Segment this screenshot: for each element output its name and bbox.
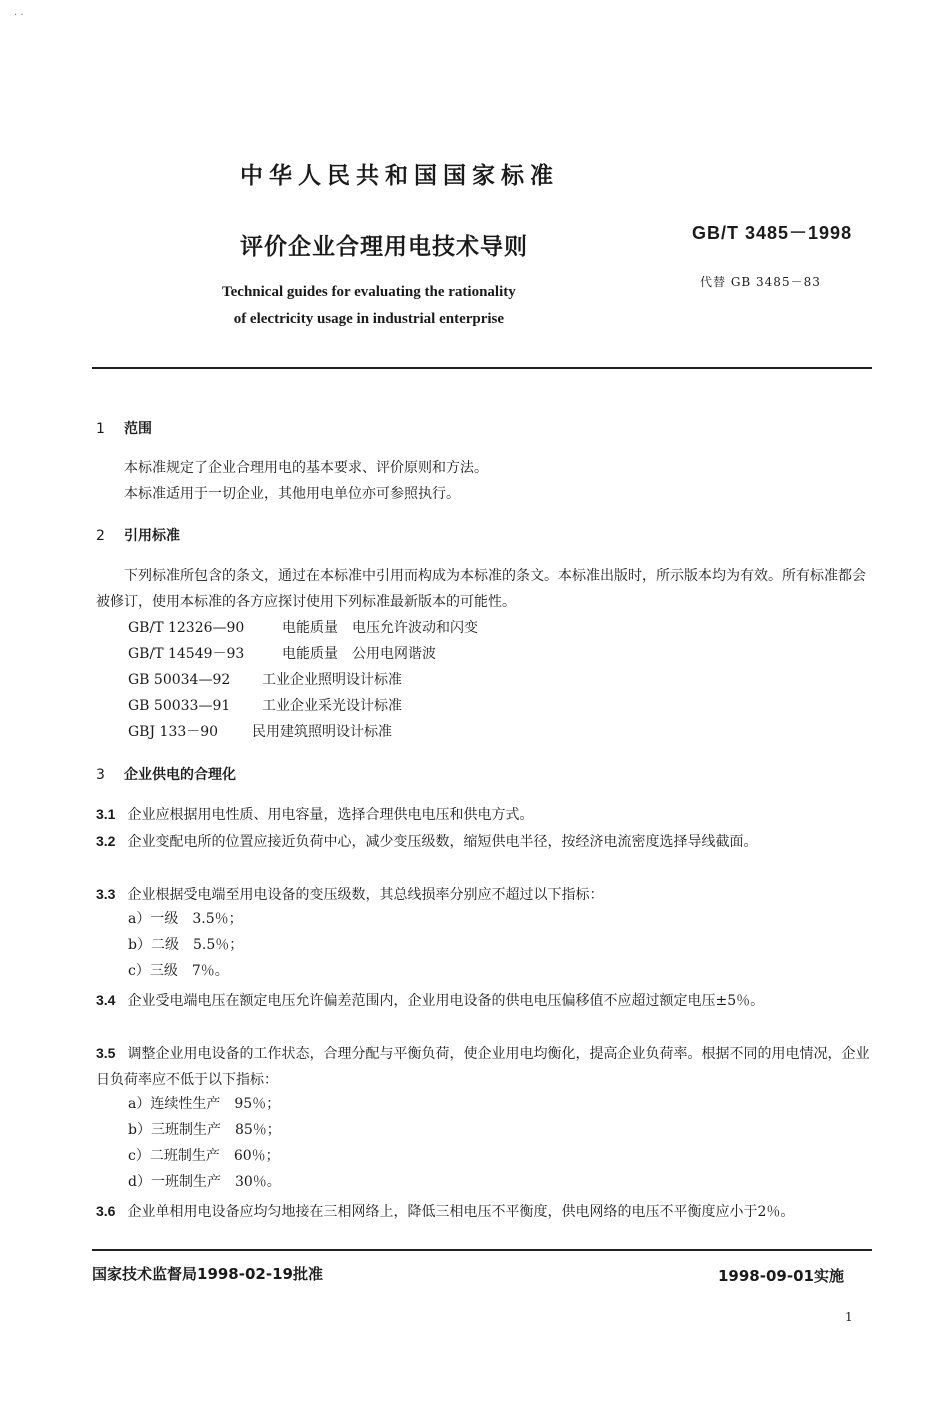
list-item xyxy=(128,908,243,928)
section-number: 2 xyxy=(96,528,105,544)
section-1-para-2: 本标准适用于一切企业，其他用电单位亦可参照执行。 xyxy=(124,486,460,502)
list-item xyxy=(128,1171,281,1191)
replaces-note: 代替 GB 3485－83 xyxy=(700,275,821,289)
section-title: 企业供电的合理化 xyxy=(124,767,236,783)
section-2-intro: 下列标准所包含的条文，通过在本标准中引用而构成为本标准的条文。本标准出版时，所示版本均为有效。所有标准都会被修订，使用本标准的各方应探讨使用下列标准最新版本的可能性。 xyxy=(96,568,866,610)
reference-item xyxy=(128,695,402,715)
approval-line: 国家技术监督局1998-02-19批准 xyxy=(92,1265,323,1283)
list-item xyxy=(128,1119,281,1139)
item-value: 30％。 xyxy=(234,1174,281,1190)
page-number: 1 xyxy=(845,1310,853,1324)
clause-number: 3.4 xyxy=(96,992,116,1008)
title-en-line2: of electricity usage in industrial enterprise xyxy=(233,311,505,327)
footer-divider xyxy=(92,1249,872,1251)
clause-number: 3.5 xyxy=(96,1045,116,1061)
reference-item xyxy=(128,721,392,741)
clause-number: 3.6 xyxy=(96,1203,116,1219)
section-title: 范围 xyxy=(124,421,152,437)
reference-item xyxy=(128,617,478,637)
standard-code: GB/T 3485－1998 xyxy=(692,223,853,243)
reference-item xyxy=(128,643,436,663)
item-label: a）连续性生产 xyxy=(128,1096,221,1112)
reference-title: 民用建筑照明设计标准 xyxy=(252,724,392,740)
list-item xyxy=(128,1145,280,1165)
clause-text: 企业受电端电压在额定电压允许偏差范围内，企业用电设备的供电电压偏移值不应超过额定电压±5％。 xyxy=(127,993,765,1009)
list-item xyxy=(128,934,243,954)
reference-code: GBJ 133－90 xyxy=(128,724,219,740)
item-value: 95％； xyxy=(234,1096,281,1112)
reference-title: 工业企业照明设计标准 xyxy=(262,672,402,688)
clause-number: 3.1 xyxy=(96,806,116,822)
clause-text: 企业根据受电端至用电设备的变压级数，其总线损率分别应不超过以下指标： xyxy=(127,887,604,903)
section-2-heading xyxy=(96,525,180,545)
clause-number: 3.3 xyxy=(96,886,116,902)
national-standard-heading: 中华人民共和国国家标准 xyxy=(240,163,559,189)
reference-code: GB 50034—92 xyxy=(128,672,231,688)
list-item xyxy=(128,960,229,980)
clause-3-1 xyxy=(96,801,876,828)
item-label: c）三级 xyxy=(128,963,178,979)
clause-text: 调整企业用电设备的工作状态，合理分配与平衡负荷，使企业用电均衡化，提高企业负荷率。根据不同的用电情况，企业日负荷率应不低于以下指标： xyxy=(96,1046,870,1088)
clause-3-4 xyxy=(96,987,876,1014)
clause-3-6 xyxy=(96,1198,876,1225)
item-label: b）二级 xyxy=(128,937,179,953)
clause-text: 企业单相用电设备应均匀地接在三相网络上，降低三相电压不平衡度，供电网络的电压不平衡度应小于2％。 xyxy=(127,1204,795,1220)
clause-3-5 xyxy=(96,1040,876,1093)
clause-3-2 xyxy=(96,828,876,855)
list-item xyxy=(128,1093,280,1113)
reference-item xyxy=(128,669,402,689)
section-1-para-1: 本标准规定了企业合理用电的基本要求、评价原则和方法。 xyxy=(124,460,488,476)
reference-title: 电能质量 公用电网谐波 xyxy=(282,646,436,662)
section-3-heading xyxy=(96,764,236,784)
item-label: c）二班制生产 xyxy=(128,1148,220,1164)
section-1-heading xyxy=(96,418,152,438)
item-label: a）一级 xyxy=(128,911,179,927)
section-number: 3 xyxy=(96,767,105,783)
reference-code: GB/T 12326—90 xyxy=(128,620,245,636)
item-label: d）一班制生产 xyxy=(128,1174,221,1190)
section-title: 引用标准 xyxy=(124,528,180,544)
reference-code: GB/T 14549－93 xyxy=(128,646,245,662)
clause-number: 3.2 xyxy=(96,833,116,849)
item-value: 7％。 xyxy=(191,963,229,979)
item-value: 60％； xyxy=(233,1148,280,1164)
item-value: 85％； xyxy=(234,1122,281,1138)
document-title-cn: 评价企业合理用电技术导则 xyxy=(240,234,528,260)
scan-corner-mark: · · xyxy=(14,10,24,21)
title-en-line1: Technical guides for evaluating the rationality xyxy=(222,284,516,300)
reference-code: GB 50033—91 xyxy=(128,698,231,714)
clause-text: 企业应根据用电性质、用电容量，选择合理供电电压和供电方式。 xyxy=(127,807,534,823)
clause-text: 企业变配电所的位置应接近负荷中心，减少变压级数，缩短供电半径，按经济电流密度选择导线截面。 xyxy=(127,834,758,850)
item-value: 5.5％； xyxy=(192,937,244,953)
clause-3-3 xyxy=(96,881,876,908)
document-title-en xyxy=(222,279,516,333)
section-number: 1 xyxy=(96,421,105,437)
item-label: b）三班制生产 xyxy=(128,1122,221,1138)
reference-title: 工业企业采光设计标准 xyxy=(262,698,402,714)
effective-date: 1998-09-01实施 xyxy=(718,1267,844,1285)
header-divider xyxy=(92,367,872,369)
item-value: 3.5％； xyxy=(192,911,243,927)
reference-title: 电能质量 电压允许波动和闪变 xyxy=(282,620,478,636)
